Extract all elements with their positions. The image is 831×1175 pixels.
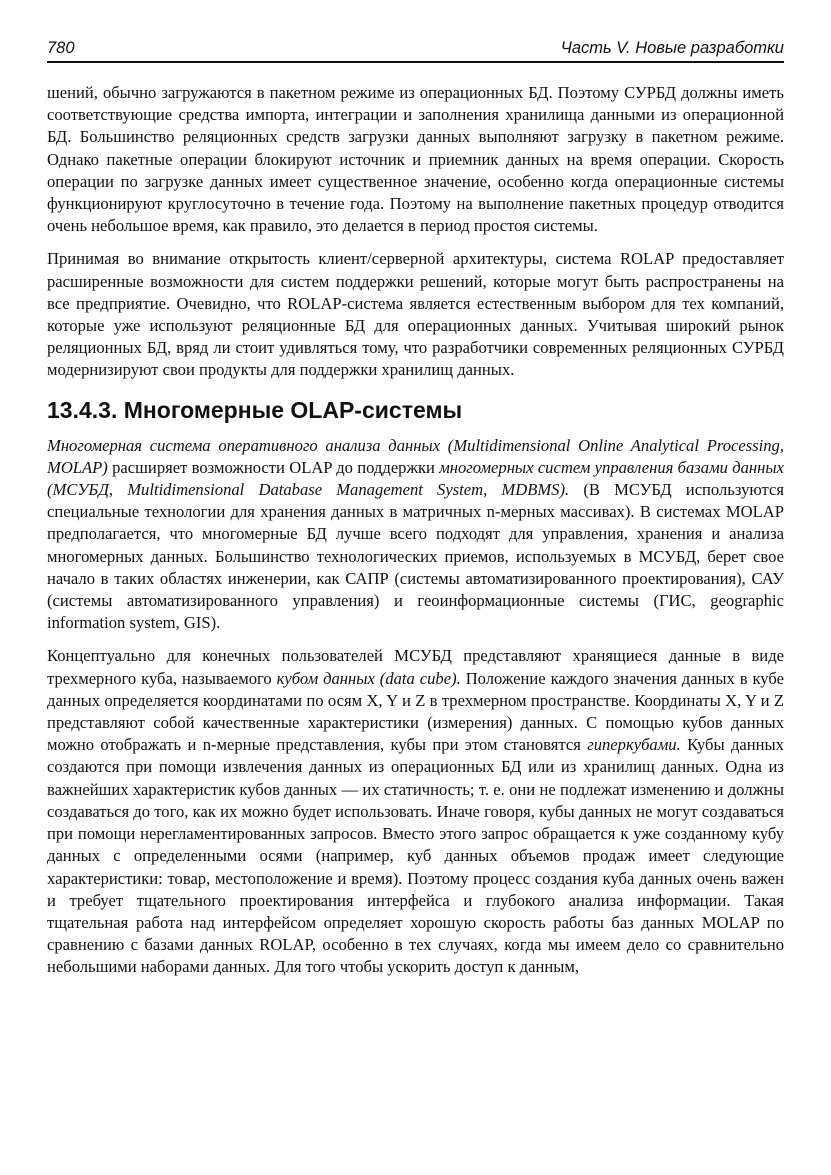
term-data-cube: кубом данных (data cube).	[276, 668, 461, 688]
page-body	[47, 82, 784, 979]
term-mdbms: многомерных систем управления базами данных (МСУБД, Multidimensional Database Management System, MDBMS).	[47, 457, 785, 500]
paragraph-4-text-1: Концептуально для конечных пользователей МСУБД представляют хранящиеся данные в виде трехмерного куба, называемого	[47, 646, 784, 688]
paragraph-3-text-1: расширяет возможности OLAP до поддержки	[107, 457, 440, 477]
paragraph-3	[47, 435, 784, 635]
paragraph-2: Принимая во внимание открытость клиент/серверной архитектуры, система ROLAP предоставляет расширенные возможности для систем поддержки решений, которые могут быть распространены на все предприятие. Очевидно, что ROLAP-система является естественным выбором для тех компаний, которые уже используют реляционные БД для операционных данных. Учитывая широкий рынок реляционных БД, вряд ли стоит удивляться тому, что разработчики современных реляционных СУРБД модернизируют свои продукты для поддержки хранилищ данных.	[47, 249, 784, 380]
page-number: 780	[47, 39, 75, 57]
paragraph-3-text-2: (В МСУБД используются специальные технологии для хранения данных в матричных n-мерных массивах). В системах MOLAP предполагается, что многомерные БД лучше всего подходят для управления, хранения и анализа многомерных данных. Большинство технологических приемов, используемых в МСУБД, берет свое начало в таких областях инженерии, как САПР (системы автоматизированного проектирования), САУ (системы автоматизированного управления) и геоинформационные системы (ГИС, geographic information system, GIS).	[47, 480, 784, 633]
term-hypercube: гиперкубами.	[587, 735, 681, 755]
paragraph-4	[47, 645, 784, 978]
header-rule	[47, 61, 784, 63]
section-heading: 13.4.3. Многомерные OLAP-системы	[47, 396, 463, 423]
term-molap: Многомерная система оперативного анализа данных (Multidimensional Online Analytical Processing, MOLAP)	[47, 435, 784, 477]
paragraph-1: шений, обычно загружаются в пакетном режиме из операционных БД. Поэтому СУРБД должны иметь соответствующие средства импорта, интеграции и заполнения хранилища данными из операционной БД. Большинство реляционных средств загрузки данных выполняют загрузку в пакетном режиме. Однако пакетные операции блокируют источник и приемник данных на время операции. Скорость операции по загрузке данных имеет существенное значение, особенно когда операционные системы функционируют круглосуточно в течение года. Поэтому на выполнение пакетных процедур отводится очень небольшое время, как правило, это делается в период простоя системы.	[47, 83, 784, 236]
paragraph-4-text-3: Кубы данных создаются при помощи извлечения данных из операционных БД или из хранилищ данных. Одна из важнейших характеристик кубов данных — их статичность; т. е. они не подлежат изменению и должны создаваться до того, как их можно будет использовать. Иначе говоря, кубы данных не могут создаваться при помощи нерегламентированных запросов. Вместо этого запрос обращается к уже созданному кубу данных с определенными осями (например, куб данных объемов продаж имеет следующие характеристики: товар, местоположение и время). Поэтому процесс создания куба данных очень важен и требует тщательного проектирования интерфейса и глубокого анализа информации. Такая тщательная работа над интерфейсом определяет хорошую скорость работы баз данных MOLAP по сравнению с базами данных ROLAP, особенно в тех случаях, когда мы имеем дело со сравнительно небольшими наборами данных. Для того чтобы ускорить доступ к данным,	[47, 735, 784, 977]
running-title: Часть V. Новые разработки	[560, 39, 784, 57]
page-header	[47, 36, 784, 62]
paragraph-4-text-2: Положение каждого значения данных в кубе данных определяется координатами по осям X, Y и Z в трехмерном пространстве. Координаты X, Y и Z представляют собой качественные характеристики (измерения) данных. С помощью кубов данных можно отображать и n-мерные представления, кубы при этом становятся	[47, 668, 784, 755]
